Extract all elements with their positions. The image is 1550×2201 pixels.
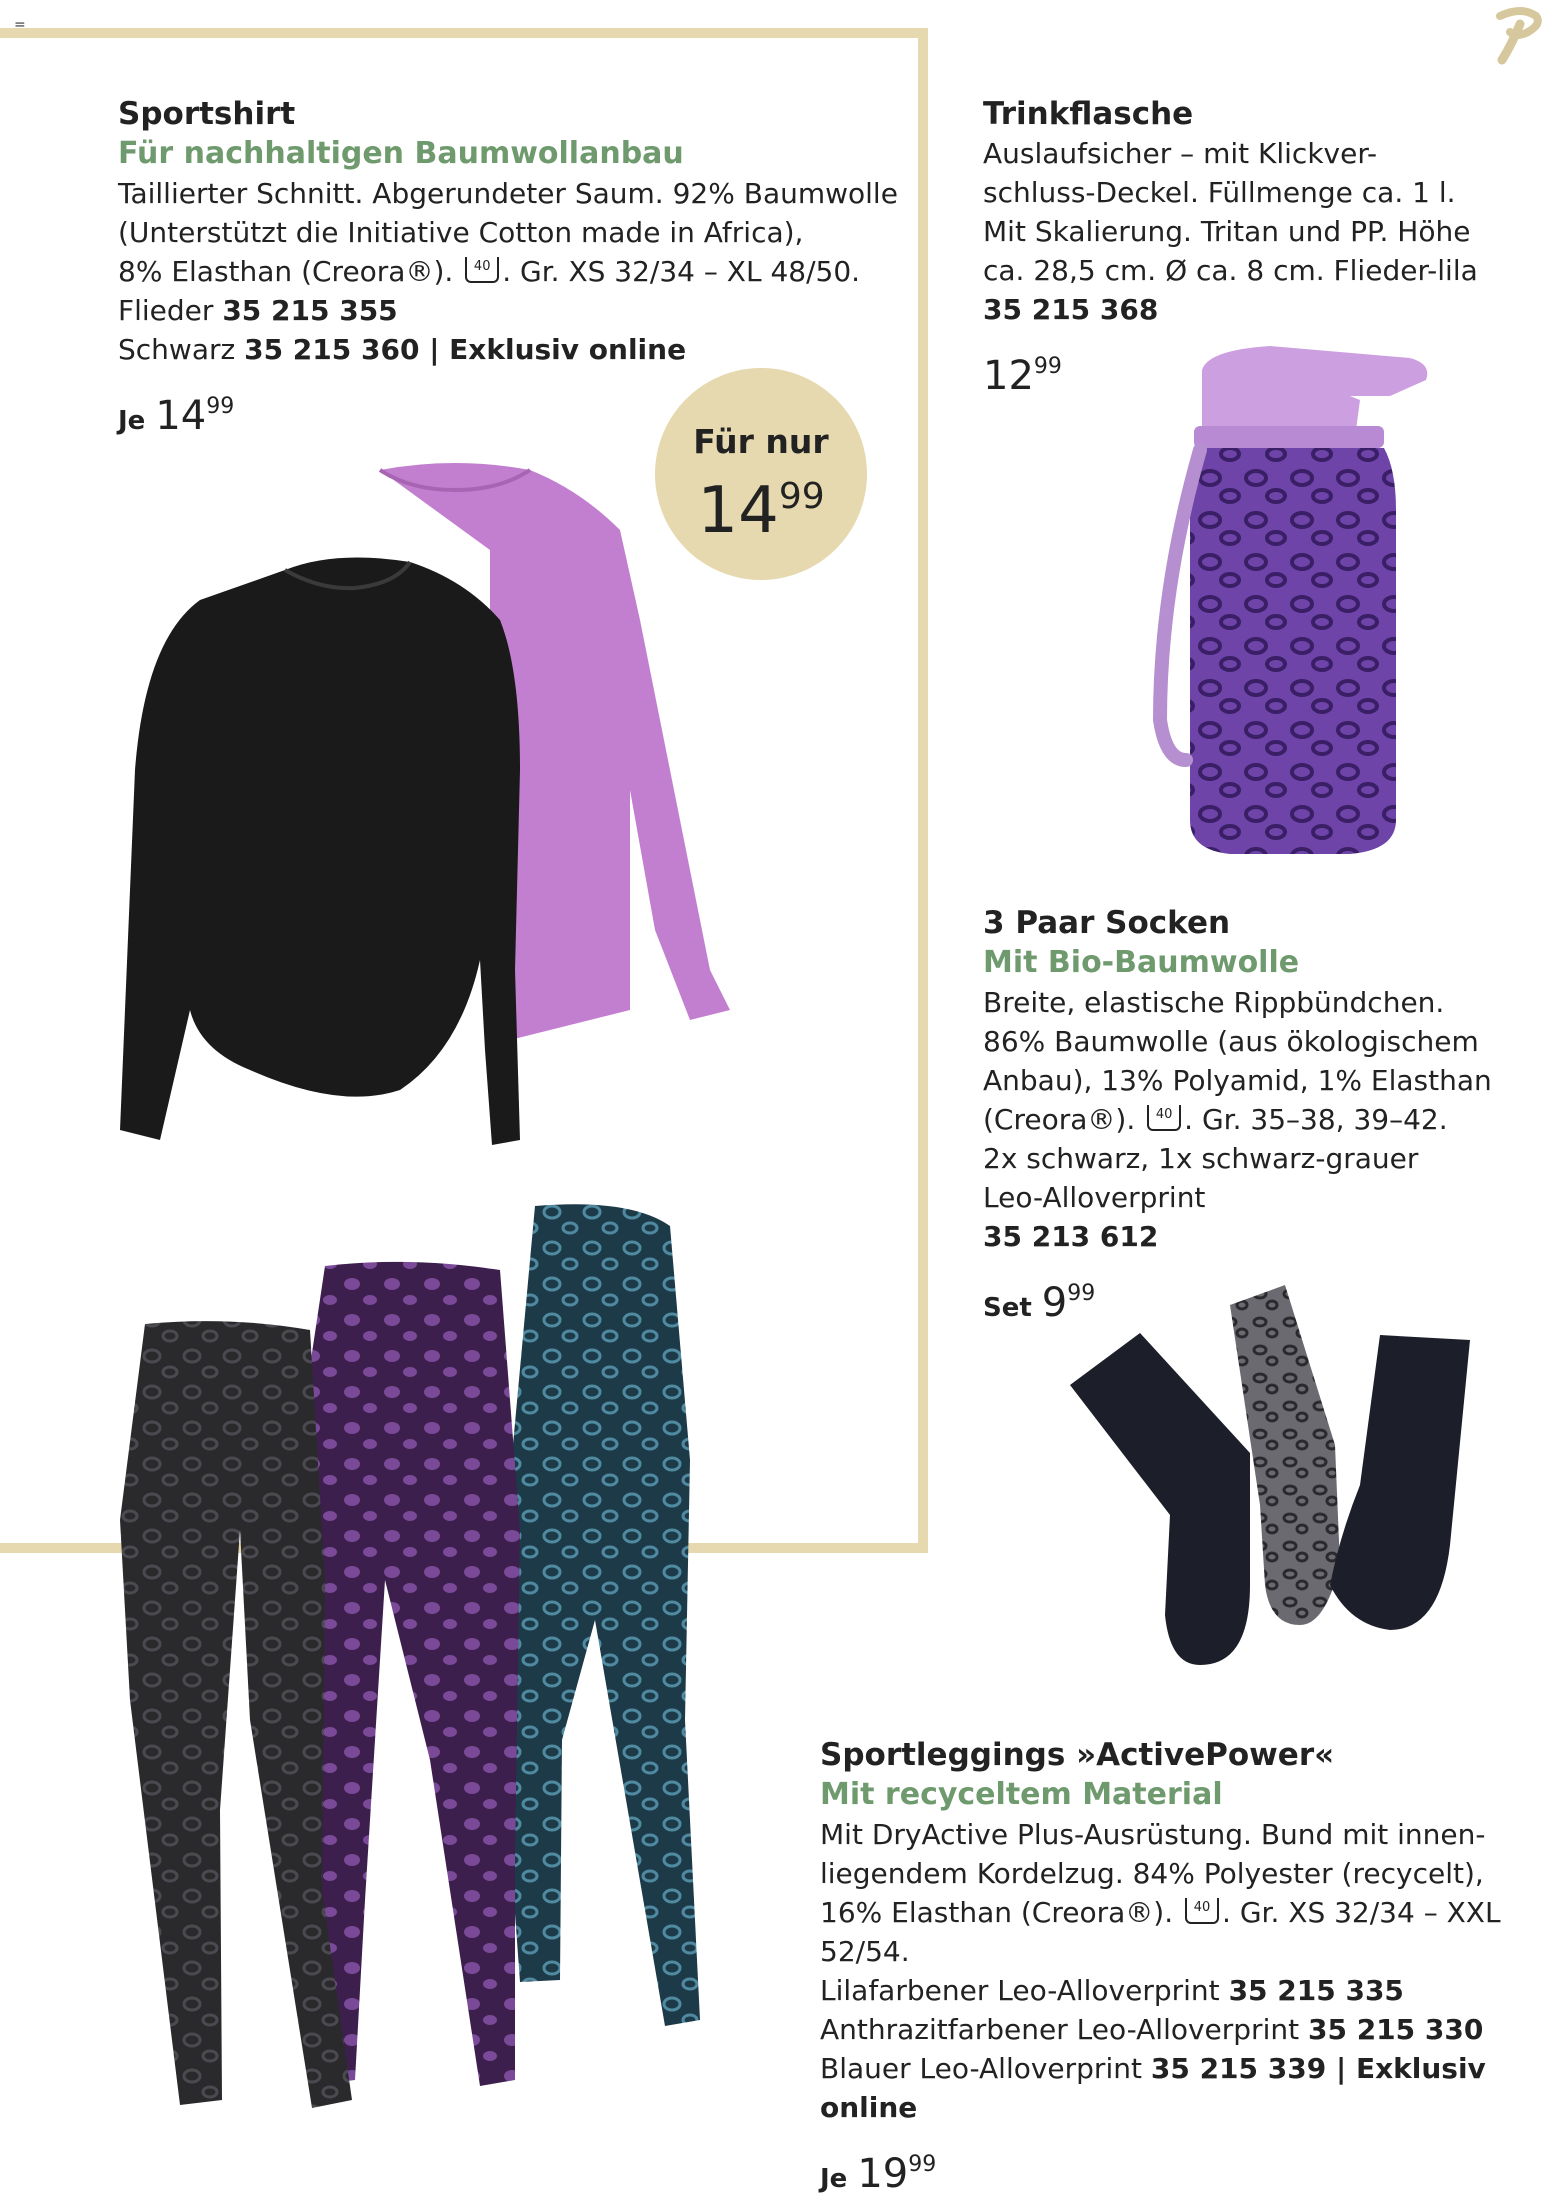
leggings-price-cents: 99 bbox=[908, 2152, 937, 2177]
badge-label: Für nur bbox=[693, 422, 829, 461]
leggings-variant-1 bbox=[820, 1971, 1540, 2010]
blue-leggings bbox=[495, 1204, 700, 2026]
trinkflasche-price-cents: 99 bbox=[1033, 354, 1062, 379]
sportshirts-image bbox=[110, 450, 740, 1150]
leggings-code-3: 35 215 339 | Exklusiv online bbox=[820, 2052, 1486, 2124]
sportshirt-subtitle: Für nachhaltigen Baumwollanbau bbox=[118, 136, 684, 171]
trinkflasche-title: Trinkflasche bbox=[983, 96, 1194, 132]
black-shirt bbox=[120, 558, 520, 1146]
leggings-color-2: Anthrazitfarbener Leo-Alloverprint bbox=[820, 2013, 1300, 2046]
sportshirt-price-cents: 99 bbox=[206, 394, 235, 419]
badge-price-main: 14 bbox=[697, 474, 779, 548]
sportshirt-desc-1: Taillierter Schnitt. Abgerundeter Saum. 92% Baumwolle bbox=[118, 177, 898, 210]
bottle-lid bbox=[1202, 346, 1427, 430]
leggings-title: Sportleggings »ActivePower« bbox=[820, 1737, 1335, 1773]
socken-subtitle: Mit Bio-Baumwolle bbox=[983, 945, 1300, 980]
socken-desc-6: Leo-Alloverprint bbox=[983, 1181, 1206, 1214]
black-sock-right bbox=[1330, 1335, 1470, 1630]
sportshirt-price-main: 14 bbox=[155, 393, 207, 439]
leggings-desc-2: liegendem Kordelzug. 84% Polyester (recycelt), bbox=[820, 1857, 1484, 1890]
socken-price-cents: 99 bbox=[1067, 1281, 1096, 1306]
leggings-price-prefix: Je bbox=[820, 2164, 848, 2194]
socken-price-prefix: Set bbox=[983, 1293, 1032, 1323]
leggings-desc-3 bbox=[820, 1893, 1540, 1971]
leggings-code-1: 35 215 335 bbox=[1228, 1974, 1404, 2007]
trinkflasche-code: 35 215 368 bbox=[983, 293, 1159, 326]
socken-desc-1: Breite, elastische Rippbündchen. bbox=[983, 986, 1445, 1019]
sportshirt-price-prefix: Je bbox=[118, 406, 146, 436]
socken-desc-3: Anbau), 13% Polyamid, 1% Elasthan bbox=[983, 1064, 1492, 1097]
sportshirt-variant-1 bbox=[118, 291, 898, 330]
leggings-variant-3 bbox=[820, 2049, 1540, 2127]
sportshirt-color-2: Schwarz bbox=[118, 333, 236, 366]
wash-40-icon: 40 bbox=[1185, 1898, 1219, 1924]
socken-desc-4 bbox=[983, 1100, 1523, 1139]
leggings-color-3: Blauer Leo-Alloverprint bbox=[820, 2052, 1142, 2085]
socken-block bbox=[983, 903, 1523, 1330]
leggings-code-2: 35 215 330 bbox=[1307, 2013, 1484, 2046]
socken-image bbox=[1070, 1285, 1480, 1675]
socken-title: 3 Paar Socken bbox=[983, 905, 1231, 941]
sportleggings-image bbox=[100, 1200, 810, 2122]
frame-right-border bbox=[918, 28, 928, 1553]
socken-code: 35 213 612 bbox=[983, 1220, 1159, 1253]
sportshirt-desc-2: (Unterstützt die Initiative Cotton made in Africa), bbox=[118, 216, 804, 249]
trinkflasche-desc-2: schluss-Deckel. Füllmenge ca. 1 l. bbox=[983, 176, 1456, 209]
sportshirt-title: Sportshirt bbox=[118, 96, 296, 132]
sportshirt-code-2: 35 215 360 | Exklusiv online bbox=[244, 333, 687, 366]
socken-desc-4a: (Creora®). bbox=[983, 1103, 1136, 1136]
leggings-desc-3a: 16% Elasthan (Creora®). bbox=[820, 1896, 1174, 1929]
leggings-block bbox=[820, 1735, 1540, 2201]
wash-40-icon: 40 bbox=[1147, 1105, 1181, 1131]
trinkflasche-desc-4: ca. 28,5 cm. Ø ca. 8 cm. Flieder-lila bbox=[983, 254, 1478, 287]
sportshirt-color-1: Flieder bbox=[118, 294, 214, 327]
brand-logo-icon bbox=[1480, 2, 1550, 72]
sportshirt-variant-2 bbox=[118, 330, 898, 369]
leggings-desc-1: Mit DryActive Plus-Ausrüstung. Bund mit innen- bbox=[820, 1818, 1486, 1851]
leggings-color-1: Lilafarbener Leo-Alloverprint bbox=[820, 1974, 1220, 2007]
sportshirt-desc-3b: . Gr. XS 32/34 – XL 48/50. bbox=[502, 255, 861, 288]
socken-desc-4b: . Gr. 35–38, 39–42. bbox=[1184, 1103, 1448, 1136]
socken-desc-2: 86% Baumwolle (aus ökologischem bbox=[983, 1025, 1479, 1058]
leggings-desc-3b: . Gr. XS 32/34 – XXL 52/54. bbox=[820, 1896, 1501, 1968]
sportshirt-code-1: 35 215 355 bbox=[222, 294, 398, 327]
sportshirt-desc-3 bbox=[118, 252, 898, 291]
socken-desc-5: 2x schwarz, 1x schwarz-grauer bbox=[983, 1142, 1419, 1175]
trinkflasche-desc-1: Auslaufsicher – mit Klickver- bbox=[983, 137, 1378, 170]
frame-top-border bbox=[0, 28, 928, 38]
socken-price-main: 9 bbox=[1041, 1280, 1068, 1326]
leggings-subtitle: Mit recyceltem Material bbox=[820, 1777, 1223, 1812]
trinkflasche-image bbox=[1150, 340, 1440, 860]
trinkflasche-price-main: 12 bbox=[983, 353, 1034, 399]
leggings-price bbox=[820, 2143, 1540, 2201]
bottle-body bbox=[1190, 448, 1396, 854]
sportshirt-desc-3a: 8% Elasthan (Creora®). bbox=[118, 255, 454, 288]
corner-mark: = bbox=[14, 17, 26, 33]
black-sock-left bbox=[1070, 1333, 1250, 1665]
leggings-price-main: 19 bbox=[857, 2151, 909, 2197]
trinkflasche-desc-3: Mit Skalierung. Tritan und PP. Höhe bbox=[983, 215, 1471, 248]
leggings-variant-2 bbox=[820, 2010, 1540, 2049]
wash-40-icon: 40 bbox=[465, 257, 499, 283]
badge-price-cents: 99 bbox=[778, 476, 825, 517]
